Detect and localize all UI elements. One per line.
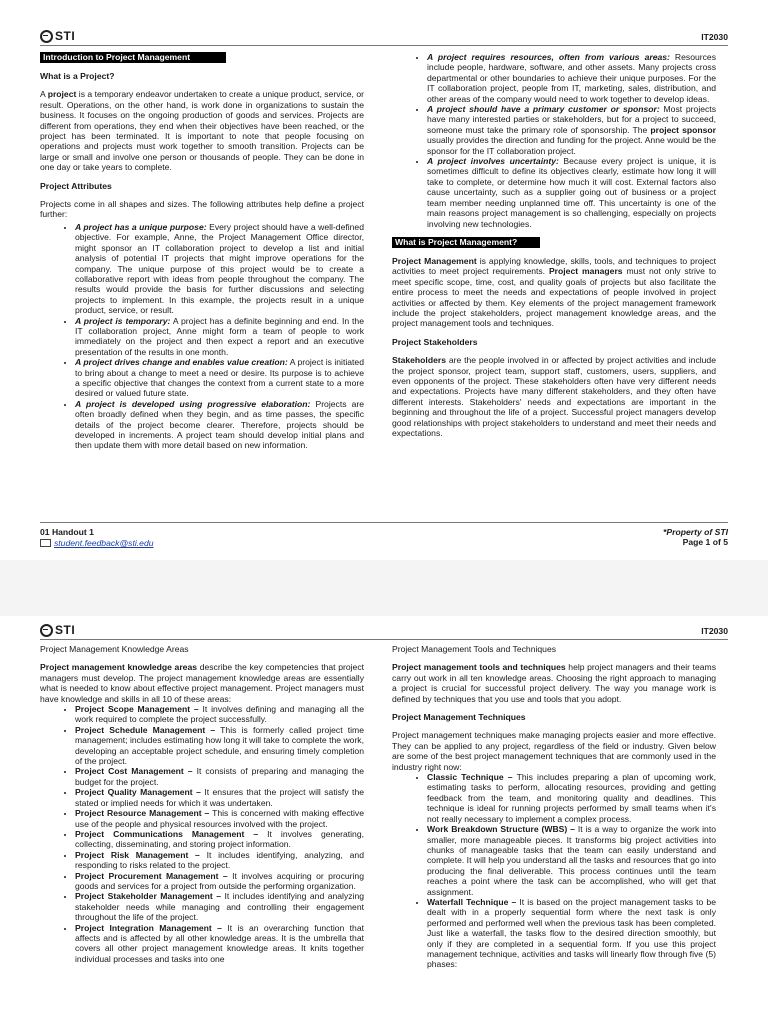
paragraph-attributes-intro: Projects come in all shapes and sizes. The following attributes help define a project further: [40,199,364,220]
list-item: • A project is developed using progressive elaboration: Projects are often broadly defined when they begin, and as time passes, the specific details of the project become clearer. Therefore, projects should be developed in increments. A project team should develop initial plans and then update them with more detail based on new information. [75,399,364,451]
heading-pm-techniques: Project Management Techniques [392,712,526,723]
mail-icon [40,539,51,547]
page-header [40,624,728,640]
list-item: • Project Resource Management – This is concerned with making effective use of the people and physical resources involved with the project. [75,808,364,829]
handout-label: 01 Handout 1 [40,527,94,537]
attributes-list-right [392,52,716,229]
section-bar-what-is-pm: What is Project Management? [392,237,540,248]
techniques-list [392,772,716,970]
sti-logo [40,624,75,637]
sti-logo-icon [40,624,53,637]
heading-what-is-project: What is a Project? [40,71,115,81]
page-footer [40,522,728,551]
heading-knowledge-areas: Project Management Knowledge Areas [40,644,189,654]
heading-project-stakeholders: Project Stakeholders [392,336,478,347]
document-page-2 [0,616,768,1024]
page-number: Page 1 of 5 [682,537,728,548]
sti-logo [40,30,75,43]
list-item: • Project Risk Management – It includes identifying, analyzing, and responding to risks related to the project. [75,850,364,871]
list-item: • Project Quality Management – It ensures that the project will satisfy the stated or implied needs for which it was undertaken. [75,787,364,808]
logo-text: STI [55,623,76,638]
list-item: • A project involves uncertainty: Because every project is unique, it is sometimes difficult to define its objectives clearly, estimate how long it will take to complete, or determine how much it will cost. External factors also cause uncertainty, such as a supplier going out of business or a project team member needing unplanned time off. This uncertainty is one of the main reasons project management is so challenging, especially on projects involving new technologies. [427,156,716,229]
right-column [392,52,716,446]
left-column [40,52,364,457]
paragraph-project-definition: A project is a temporary endeavor undertaken to create a unique product, service, or result. Operations, on the other hand, is work done in organizations to sustain the business. It focuses on the ongoing production of goods and services. Projects are different from operations, they end when their objectives have been reached, or the project has been terminated. It is important to note that people focusing on operations and projects must work together to smooth transition. Projects can be large or small and involve one person or thousands of people. They can be done in one day or take years to complete. [40,89,364,173]
property-note: *Property of STI [663,527,728,537]
course-code: IT2030 [701,32,728,42]
list-item: • Waterfall Technique – It is based on the project management tasks to be dealt with in a properly sequential form where the next task is only performed and performed well when the previous task has been completed. Just like a waterfall, the tasks flow to the desired direction smoothly, but only if they are completed in a sequential form. If you use this project management technique, activities and tasks will linearly flow through five (5) phases: [427,897,716,970]
list-item: • A project should have a primary customer or sponsor: Most projects have many interested parties or stakeholders, but for a project to succeed, someone must take the primary role of sponsorship. The project sponsor usually provides the direction and funding for the project. Anne would be the sponsor for the IT collaboration project. [427,104,716,156]
list-item: • Project Stakeholder Management – It includes identifying and analyzing stakeholder needs while managing and controlling their engagement throughout the life of the project. [75,891,364,922]
sti-logo-icon [40,30,53,43]
header-rule [40,45,728,46]
course-code: IT2030 [701,626,728,636]
section-bar-intro: Introduction to Project Management [40,52,226,63]
list-item: • Project Integration Management – It is an overarching function that affects and is affected by all other knowledge areas. It is the umbrella that covers all other project management knowledge areas. It knits together individual processes and tasks into one [75,923,364,965]
paragraph-techniques-intro: Project management techniques make managing projects easier and more effective. They can be applied to any project, regardless of the field or industry. Given below are some of the best project management techniques that are commonly used in the industry right now: [392,730,716,772]
paragraph-pm-definition: Project Management is applying knowledge, skills, tools, and techniques to project activities to meet project requirements. Project managers must not only strive to meet specific scope, time, cost, and quality goals of projects but also facilitate the entire process to meet the needs and expectations of people involved in project activities or affected by them. Key elements of the project management framework include the project stakeholders, project management knowledge areas, and the project management tools and techniques. [392,255,716,329]
list-item: • A project has a unique purpose: Every project should have a well-defined objective. For example, Anne, the Project Management Office director, might sponsor an IT collaboration project to develop a list and initial analysis of potential IT projects that might improve operations for the company. The unique purpose of this project would be to create a collaborative report with ideas from people throughout the company. The results would provide the basis for further discussions and selecting projects to implement. In this example, the projects result in a unique product, service, or result. [75,222,364,316]
right-column [392,644,716,976]
footer-right [663,527,728,548]
list-item: • Project Communications Management – It involves generating, collecting, disseminating, and storing project information. [75,829,364,850]
list-item: • Project Procurement Management – It involves acquiring or procuring goods and services for a project from outside the performing organization. [75,871,364,892]
list-item: • Work Breakdown Structure (WBS) – It is a way to organize the work into smaller, more manageable pieces. It transforms big project activities into chunks of manageable tasks that the team can easily understand and complete. It will help you understand all the tasks and resources that go into producing the final deliverable. This process continues until the team reaches a point where the task can be accomplished, who will get that assignment. [427,824,716,897]
attributes-list-left [40,222,364,451]
feedback-email-link[interactable]: student.feedback@sti.edu [40,538,154,548]
page-gap [0,560,768,616]
list-item: • Project Scope Management – It involves defining and managing all the work required to complete the project successfully. [75,704,364,725]
list-item: • A project drives change and enables value creation: A project is initiated to bring about a change to meet a need or desire. Its purpose is to achieve a specific objective that changes the context from a current state to a more desired or valued future state. [75,357,364,399]
list-item: • Classic Technique – This includes preparing a plan of upcoming work, estimating tasks to perform, allocating resources, providing and getting feedback from the team, and monitoring quality and deadlines. This technique is ideal for running projects performed by small teams when it's not really necessary to implement a complex process. [427,772,716,824]
paragraph-stakeholders: Stakeholders are the people involved in or affected by project activities and include the project sponsor, project team, support staff, customers, users, suppliers, and even opponents of the project. These stakeholders often have very different needs and expectations. Projects have many different stakeholders, and they often have different interests. Stakeholders' needs and expectations are important in the beginning and throughout the life of a project. Successful project managers develop good relationships with project stakeholders to understand and meet their needs and expectations. [392,355,716,438]
paragraph-knowledge-areas: Project management knowledge areas describe the key competencies that project managers must develop. The project management knowledge areas are essentially what is needed to know about effective project management. Project managers must have knowledge and skills in all 10 of these areas: [40,662,364,704]
heading-project-attributes: Project Attributes [40,180,112,191]
list-item: • Project Schedule Management – This is formerly called project time management; includes estimating how long it will take to complete the work, developing an acceptable project schedule, and ensuring timely completion of the project. [75,725,364,767]
page-header [40,30,728,46]
heading-tools-techniques: Project Management Tools and Techniques [392,644,557,654]
header-rule [40,639,728,640]
list-item: • A project requires resources, often from various areas: Resources include people, hardware, software, and other assets. Many projects cross departmental or other boundaries to achieve their unique purposes. For the IT collaboration project, people from IT, marketing, sales, distribution, and other areas of the company would need to work together to develop ideas. [427,52,716,104]
list-item: • A project is temporary: A project has a definite beginning and end. In the IT collaboration project, Anne might form a team of people to work immediately on the project and then expect a report and an executive presentation of the results in one month. [75,316,364,358]
paragraph-tools-techniques: Project management tools and techniques help project managers and their teams carry out work in all ten knowledge areas. Choosing the right approach to managing a project is crucial for successful project delivery. The way you manage work is defined by techniques that you use and tools that you adopt. [392,662,716,704]
left-column [40,644,364,970]
knowledge-areas-list [40,704,364,964]
logo-text: STI [55,29,76,44]
list-item: • Project Cost Management – It consists of preparing and managing the budget for the project. [75,766,364,787]
